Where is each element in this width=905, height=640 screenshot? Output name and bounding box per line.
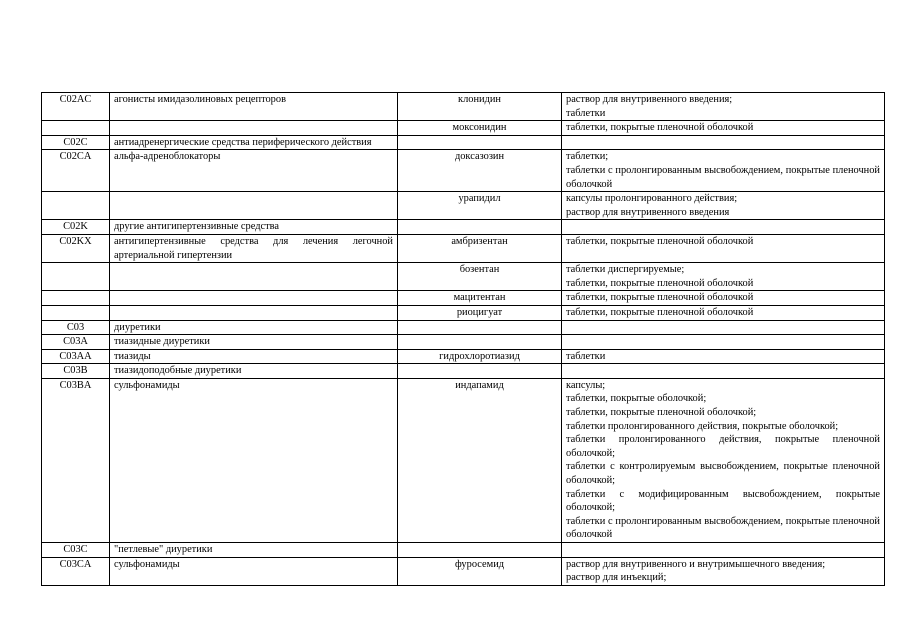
dosage-forms-cell (562, 150, 885, 192)
dosage-form-line: раствор для внутривенного и внутримышечного введения; (566, 558, 826, 570)
table-row (42, 121, 885, 136)
table-row (42, 291, 885, 306)
dosage-form-line: таблетки с модифицированным высвобождением, покрытые оболочкой; (566, 488, 880, 514)
dosage-forms-cell (562, 557, 885, 585)
table-row (42, 320, 885, 335)
dosage-form-line: таблетки с пролонгированным высвобождением, покрытые пленочной оболочкой (566, 164, 880, 190)
atc-code-cell (42, 263, 110, 291)
table-row (42, 378, 885, 542)
group-name-cell: альфа-адреноблокаторы (110, 150, 398, 192)
atc-code-cell: C03BA (42, 378, 110, 542)
dosage-forms-cell (562, 263, 885, 291)
drug-name-cell (398, 135, 562, 150)
dosage-forms-cell (562, 305, 885, 320)
atc-code-cell: C02CA (42, 150, 110, 192)
group-name-cell (110, 291, 398, 306)
dosage-forms-cell (562, 349, 885, 364)
atc-code-cell (42, 192, 110, 220)
dosage-form-line: таблетки диспергируемые; (566, 264, 685, 276)
group-name-cell: антигипертензивные средства для лечения легочной артериальной гипертензии (110, 234, 398, 262)
group-name-cell: тиазидные диуретики (110, 335, 398, 350)
group-name-cell (110, 121, 398, 136)
drug-name-cell (398, 335, 562, 350)
atc-code-cell: C02AC (42, 93, 110, 121)
table-row (42, 263, 885, 291)
dosage-forms-cell (562, 192, 885, 220)
atc-code-cell (42, 121, 110, 136)
drug-name-cell (398, 543, 562, 558)
dosage-form-line: таблетки, покрытые пленочной оболочкой (566, 235, 754, 247)
table-row (42, 93, 885, 121)
dosage-form-line: раствор для инъекций; (566, 572, 667, 584)
atc-code-cell: C02C (42, 135, 110, 150)
table-row (42, 192, 885, 220)
group-name-cell: сульфонамиды (110, 557, 398, 585)
dosage-forms-cell (562, 335, 885, 350)
group-name-cell (110, 263, 398, 291)
table-row (42, 557, 885, 585)
drug-name-cell (398, 220, 562, 235)
group-name-cell: "петлевые" диуретики (110, 543, 398, 558)
drug-name-cell: риоцигуат (398, 305, 562, 320)
atc-code-cell (42, 305, 110, 320)
atc-code-cell: C03A (42, 335, 110, 350)
atc-code-cell: C03CA (42, 557, 110, 585)
atc-code-cell (42, 291, 110, 306)
dosage-form-line: капсулы пролонгированного действия; (566, 193, 738, 205)
dosage-forms-cell (562, 121, 885, 136)
atc-code-cell: C03B (42, 364, 110, 379)
group-name-cell (110, 305, 398, 320)
atc-code-cell: C02KX (42, 234, 110, 262)
dosage-form-line: таблетки, покрытые пленочной оболочкой (566, 277, 754, 289)
drug-name-cell: мацитентан (398, 291, 562, 306)
drug-name-cell: доксазозин (398, 150, 562, 192)
dosage-form-line: таблетки, покрытые оболочкой; (566, 393, 707, 405)
table-row (42, 220, 885, 235)
dosage-form-line: таблетки пролонгированного действия, покрытые оболочкой; (566, 420, 839, 432)
dosage-forms-cell (562, 543, 885, 558)
group-name-cell: тиазиды (110, 349, 398, 364)
dosage-form-line: раствор для внутривенного введения (566, 206, 730, 218)
dosage-form-line: таблетки, покрытые пленочной оболочкой (566, 292, 754, 304)
table-row (42, 335, 885, 350)
dosage-forms-cell (562, 220, 885, 235)
dosage-form-line: таблетки, покрытые пленочной оболочкой (566, 122, 754, 134)
table-row (42, 543, 885, 558)
atc-code-cell: C03AA (42, 349, 110, 364)
atc-code-cell: C03 (42, 320, 110, 335)
drug-name-cell (398, 364, 562, 379)
drug-name-cell: клонидин (398, 93, 562, 121)
drug-name-cell: урапидил (398, 192, 562, 220)
dosage-form-line: таблетки с пролонгированным высвобождением, покрытые пленочной оболочкой (566, 515, 880, 541)
dosage-forms-cell (562, 291, 885, 306)
table-row (42, 234, 885, 262)
atc-code-cell: C03C (42, 543, 110, 558)
dosage-forms-cell (562, 234, 885, 262)
dosage-form-line: таблетки (566, 107, 606, 119)
table-row (42, 349, 885, 364)
drug-name-cell: амбризентан (398, 234, 562, 262)
table-body (42, 93, 885, 586)
group-name-cell: сульфонамиды (110, 378, 398, 542)
table-row (42, 364, 885, 379)
dosage-form-line: таблетки (566, 350, 606, 362)
group-name-cell: диуретики (110, 320, 398, 335)
dosage-forms-cell (562, 320, 885, 335)
group-name-cell: антиадренергические средства периферического действия (110, 135, 398, 150)
table-row (42, 150, 885, 192)
dosage-form-line: капсулы; (566, 379, 606, 391)
atc-code-cell: C02K (42, 220, 110, 235)
dosage-forms-cell (562, 135, 885, 150)
dosage-form-line: таблетки пролонгированного действия, покрытые пленочной оболочкой; (566, 434, 880, 459)
drug-table (41, 92, 885, 586)
dosage-forms-cell (562, 93, 885, 121)
dosage-forms-cell (562, 378, 885, 542)
group-name-cell: агонисты имидазолиновых рецепторов (110, 93, 398, 121)
drug-name-cell: индапамид (398, 378, 562, 542)
drug-name-cell: фуросемид (398, 557, 562, 585)
drug-name-cell (398, 320, 562, 335)
group-name-cell: тиазидоподобные диуретики (110, 364, 398, 379)
dosage-form-line: таблетки; (566, 151, 609, 163)
dosage-form-line: раствор для внутривенного введения; (566, 94, 733, 105)
dosage-forms-cell (562, 364, 885, 379)
table-row (42, 305, 885, 320)
drug-name-cell: моксонидин (398, 121, 562, 136)
dosage-form-line: таблетки, покрытые пленочной оболочкой; (566, 407, 757, 419)
table-row (42, 135, 885, 150)
drug-name-cell: гидрохлоротиазид (398, 349, 562, 364)
group-name-cell: другие антигипертензивные средства (110, 220, 398, 235)
dosage-form-line: таблетки, покрытые пленочной оболочкой (566, 306, 754, 318)
dosage-form-line: таблетки с контролируемым высвобождением, покрытые пленочной оболочкой; (566, 461, 880, 487)
group-name-cell (110, 192, 398, 220)
drug-name-cell: бозентан (398, 263, 562, 291)
